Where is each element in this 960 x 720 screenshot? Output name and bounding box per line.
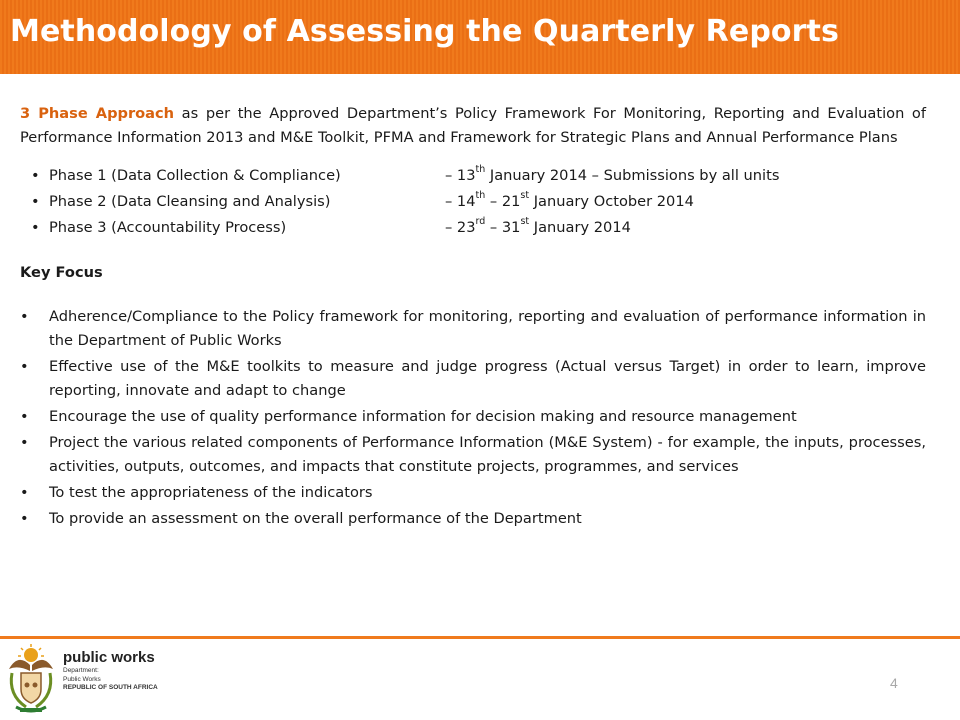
phase-date-text: – bbox=[485, 193, 502, 210]
bullet-icon: • bbox=[20, 434, 29, 451]
phase-date-suffix: st bbox=[520, 216, 530, 228]
phase-date-text: – 14 bbox=[445, 193, 476, 210]
phase-date-text: January October 2014 bbox=[529, 193, 694, 210]
phase-list bbox=[20, 163, 926, 241]
slide-content bbox=[20, 102, 926, 533]
focus-item bbox=[20, 305, 926, 353]
footer-divider bbox=[0, 636, 960, 639]
focus-item-text: Effective use of the M&E toolkits to measure and judge progress (Actual versus Target) in order to learn, improve reporting, innovate and adapt to change bbox=[49, 358, 926, 399]
phase-date-suffix: th bbox=[475, 190, 486, 202]
logo-line: REPUBLIC OF SOUTH AFRICA bbox=[63, 684, 158, 691]
bullet-icon: • bbox=[20, 308, 29, 325]
focus-item-text: To provide an assessment on the overall performance of the Department bbox=[49, 510, 582, 527]
focus-item-text: Project the various related components of Performance Information (M&E System) - for example, the inputs, processes, activities, outputs, outcomes, and impacts that constitute projects, programmes, and services bbox=[49, 434, 926, 475]
logo-line: Department: bbox=[63, 667, 99, 674]
phase-item bbox=[20, 163, 926, 189]
bullet-icon: • bbox=[31, 193, 40, 210]
phase-date-text: January 2014 – Submissions by all units bbox=[485, 167, 780, 184]
phase-date-text: 21 bbox=[501, 193, 521, 210]
phase-date-text: January 2014 bbox=[529, 219, 631, 236]
phase-date-suffix: rd bbox=[475, 216, 486, 228]
intro-paragraph bbox=[20, 102, 926, 150]
focus-item-text: Adherence/Compliance to the Policy framework for monitoring, reporting and evaluation of performance information in the Department of Public Works bbox=[49, 308, 926, 349]
slide-title: Methodology of Assessing the Quarterly Reports bbox=[10, 14, 839, 49]
phase-date-text: – bbox=[485, 219, 502, 236]
intro-lead: 3 Phase Approach bbox=[20, 105, 175, 122]
focus-item bbox=[20, 355, 926, 403]
bullet-icon: • bbox=[20, 408, 29, 425]
logo-line: Public Works bbox=[63, 675, 101, 683]
key-focus-list bbox=[20, 305, 926, 531]
phase-item bbox=[20, 189, 926, 215]
focus-item bbox=[20, 507, 926, 531]
key-focus-heading: Key Focus bbox=[20, 264, 103, 281]
phase-name: Phase 1 (Data Collection & Compliance) bbox=[49, 167, 341, 184]
phase-date-suffix: st bbox=[520, 190, 530, 202]
logo-title: public works bbox=[63, 649, 155, 666]
intro-text: as per the Approved Department’s Policy Framework For Monitoring, Reporting and Evaluation of Performance Information 2013 and M&E Toolkit, PFMA and Framework for Strategic Plans and Annual Performance Plans bbox=[20, 105, 926, 146]
phase-name: Phase 2 (Data Cleansing and Analysis) bbox=[49, 193, 331, 210]
focus-item bbox=[20, 481, 926, 505]
bullet-icon: • bbox=[31, 219, 40, 236]
focus-item-text: Encourage the use of quality performance information for decision making and resource management bbox=[49, 408, 797, 425]
bullet-icon: • bbox=[20, 484, 29, 501]
page-number: 4 bbox=[890, 675, 898, 691]
focus-item-text: To test the appropriateness of the indicators bbox=[49, 484, 373, 501]
phase-item bbox=[20, 215, 926, 241]
public-works-logo bbox=[6, 643, 176, 717]
focus-item bbox=[20, 405, 926, 429]
bullet-icon: • bbox=[20, 510, 29, 527]
phase-date-text: 31 bbox=[501, 219, 521, 236]
phase-date-suffix: th bbox=[475, 164, 486, 176]
bullet-icon: • bbox=[31, 167, 40, 184]
phase-date-text: – 23 bbox=[445, 219, 476, 236]
phase-date-text: – 13 bbox=[445, 167, 476, 184]
phase-name: Phase 3 (Accountability Process) bbox=[49, 219, 287, 236]
focus-item bbox=[20, 431, 926, 479]
bullet-icon: • bbox=[20, 358, 29, 375]
coat-of-arms-icon bbox=[6, 643, 56, 715]
logo-text-block bbox=[63, 649, 158, 693]
title-bar bbox=[0, 0, 960, 74]
